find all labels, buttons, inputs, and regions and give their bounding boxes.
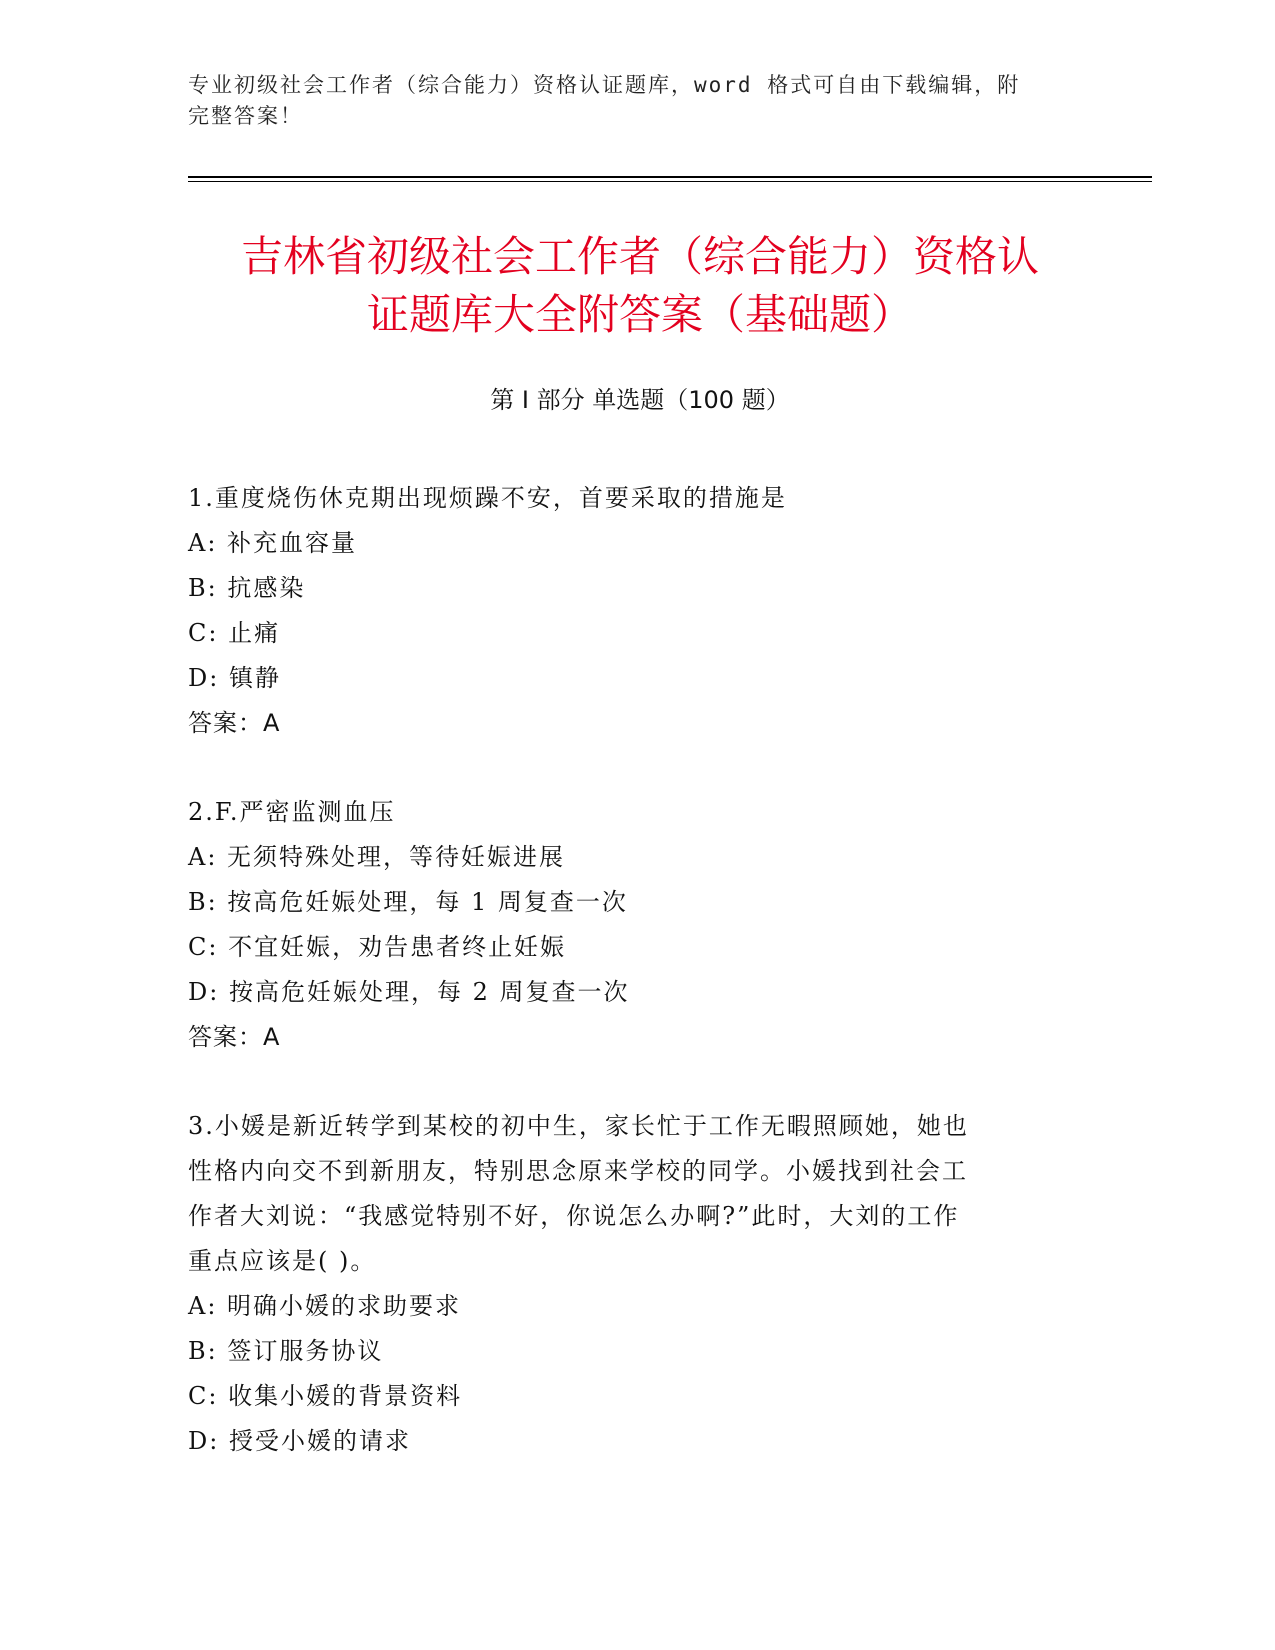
document-title	[150, 228, 1130, 344]
section-heading: 第 I 部分 单选题（100 题）	[490, 386, 790, 414]
answer: 答案：A	[188, 709, 281, 737]
option-d: D: 授受小媛的请求	[188, 1427, 411, 1455]
option-d: D: 镇静	[188, 664, 281, 692]
question-text-line-4: 重点应该是( )。	[188, 1247, 377, 1275]
question-text-line-3: 作者大刘说：“我感觉特别不好，你说怎么办啊?”此时，大刘的工作	[188, 1202, 960, 1230]
question-text-line-1: 3.小媛是新近转学到某校的初中生，家长忙于工作无暇照顾她，她也	[188, 1112, 969, 1140]
header-divider-thin	[188, 181, 1152, 182]
option-b: B: 按高危妊娠处理，每 1 周复查一次	[188, 888, 628, 916]
title-line-1: 吉林省初级社会工作者（综合能力）资格认	[240, 232, 1039, 281]
header-divider-thick	[188, 176, 1152, 178]
answer: 答案：A	[188, 1023, 281, 1051]
question-2	[188, 790, 1088, 1060]
option-b: B: 签订服务协议	[188, 1337, 384, 1365]
option-a: A: 明确小媛的求助要求	[188, 1292, 462, 1320]
option-a: A: 无须特殊处理，等待妊娠进展	[188, 843, 566, 871]
option-c: C: 不宜妊娠，劝告患者终止妊娠	[188, 933, 567, 961]
question-1	[188, 476, 1088, 746]
option-c: C: 止痛	[188, 619, 281, 647]
header-line-1: 专业初级社会工作者（综合能力）资格认证题库，word 格式可自由下载编辑，附	[188, 73, 1021, 97]
question-text: 1.重度烧伤休克期出现烦躁不安，首要采取的措施是	[188, 484, 787, 512]
option-c: C: 收集小媛的背景资料	[188, 1382, 463, 1410]
option-a: A: 补充血容量	[188, 529, 358, 557]
question-text: 2.F.严密监测血压	[188, 798, 396, 826]
question-list	[188, 476, 1088, 1508]
title-line-2: 证题库大全附答案（基础题）	[366, 290, 913, 339]
option-b: B: 抗感染	[188, 574, 306, 602]
question-3	[188, 1104, 1088, 1464]
option-d: D: 按高危妊娠处理，每 2 周复查一次	[188, 978, 630, 1006]
header-line-2: 完整答案！	[188, 104, 303, 128]
question-text-line-2: 性格内向交不到新朋友，特别思念原来学校的同学。小媛找到社会工	[188, 1157, 968, 1185]
page-header	[188, 70, 1068, 132]
